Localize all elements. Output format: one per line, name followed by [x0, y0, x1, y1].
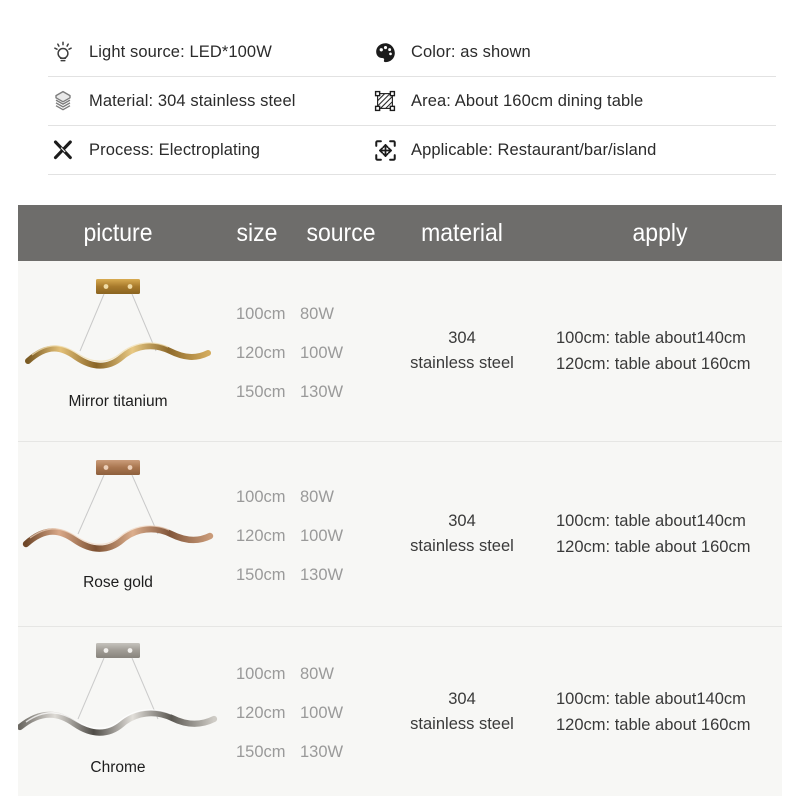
product-variants-table: [18, 205, 782, 796]
palette-icon: [370, 37, 400, 67]
size-value: 150cm: [236, 565, 286, 584]
lightbulb-icon: [48, 37, 78, 67]
column-header-material: material: [421, 218, 503, 247]
variant-finish-label: Mirror titanium: [68, 393, 168, 410]
pendant-lamp-image: [18, 450, 218, 572]
variant-size-cell: [218, 627, 296, 796]
variant-material-cell: [386, 442, 538, 626]
size-value: 120cm: [236, 526, 286, 545]
material-grade: 304: [448, 689, 476, 708]
source-value: 100W: [300, 704, 344, 722]
table-body: [18, 261, 782, 796]
variant-apply-cell: [538, 442, 782, 626]
variant-source-cell: [296, 261, 386, 441]
variant-material-cell: [386, 627, 538, 796]
variant-image-cell: [18, 261, 218, 441]
area-icon: [370, 86, 400, 116]
variant-size-cell: [218, 442, 296, 626]
spec-row: [48, 77, 776, 126]
source-value: 100W: [300, 526, 344, 545]
variant-apply-cell: [538, 627, 782, 796]
apply-line: 120cm: table about 160cm: [556, 715, 751, 734]
spec-item-process: [48, 126, 370, 174]
column-header-source: source: [306, 218, 376, 247]
column-header-apply: apply: [632, 218, 688, 247]
size-value: 120cm: [236, 343, 286, 362]
apply-line: 100cm: table about140cm: [556, 329, 746, 347]
material-grade: 304: [448, 512, 476, 530]
spec-item-light-source: [48, 28, 370, 76]
variant-source-cell: [296, 442, 386, 626]
spec-item-applicable: [370, 126, 776, 174]
spec-item-material: [48, 77, 370, 125]
source-value: 130W: [300, 382, 344, 401]
spec-label: Color: as shown: [411, 42, 531, 61]
expand-icon: [370, 135, 400, 165]
size-value: 100cm: [236, 665, 286, 683]
table-row[interactable]: [18, 261, 782, 442]
variant-material-cell: [386, 261, 538, 441]
size-value: 100cm: [236, 487, 286, 506]
source-value: 130W: [300, 565, 344, 584]
apply-line: 120cm: table about 160cm: [556, 538, 751, 556]
apply-line: 120cm: table about 160cm: [556, 355, 751, 373]
apply-line: 100cm: table about140cm: [556, 512, 746, 530]
variant-finish-label: Chrome: [90, 759, 146, 776]
spec-label: Process: Electroplating: [89, 140, 261, 159]
spec-item-color: [370, 28, 776, 76]
spec-label: Applicable: Restaurant/bar/island: [411, 140, 657, 159]
variant-image-cell: [18, 627, 218, 796]
table-header-row: [18, 205, 782, 261]
column-header-size: size: [236, 218, 278, 247]
variant-size-cell: [218, 261, 296, 441]
spec-label: Material: 304 stainless steel: [89, 91, 296, 110]
variant-image-cell: [18, 442, 218, 626]
spec-row: [48, 28, 776, 77]
variant-source-cell: [296, 627, 386, 796]
spec-label: Light source: LED*100W: [89, 42, 272, 61]
size-value: 120cm: [236, 704, 286, 722]
pendant-lamp-image: [18, 635, 218, 757]
layers-icon: [48, 86, 78, 116]
pendant-lamp-image: [18, 269, 218, 391]
variant-apply-cell: [538, 261, 782, 441]
specification-list: [48, 28, 776, 175]
size-value: 100cm: [236, 304, 286, 323]
apply-line: 100cm: table about140cm: [556, 689, 746, 708]
table-row[interactable]: [18, 627, 782, 796]
tools-icon: [48, 135, 78, 165]
spec-label: Area: About 160cm dining table: [411, 91, 644, 110]
size-value: 150cm: [236, 743, 286, 761]
material-name: stainless steel: [410, 354, 514, 372]
spec-item-area: [370, 77, 776, 125]
material-name: stainless steel: [410, 537, 514, 555]
column-header-picture: picture: [83, 218, 153, 247]
source-value: 130W: [300, 743, 344, 761]
source-value: 80W: [300, 665, 334, 683]
material-name: stainless steel: [410, 714, 514, 733]
variant-finish-label: Rose gold: [83, 574, 153, 591]
table-row[interactable]: [18, 442, 782, 627]
source-value: 80W: [300, 487, 334, 506]
source-value: 100W: [300, 343, 344, 362]
size-value: 150cm: [236, 382, 286, 401]
material-grade: 304: [448, 329, 476, 347]
source-value: 80W: [300, 304, 334, 323]
spec-row: [48, 126, 776, 175]
